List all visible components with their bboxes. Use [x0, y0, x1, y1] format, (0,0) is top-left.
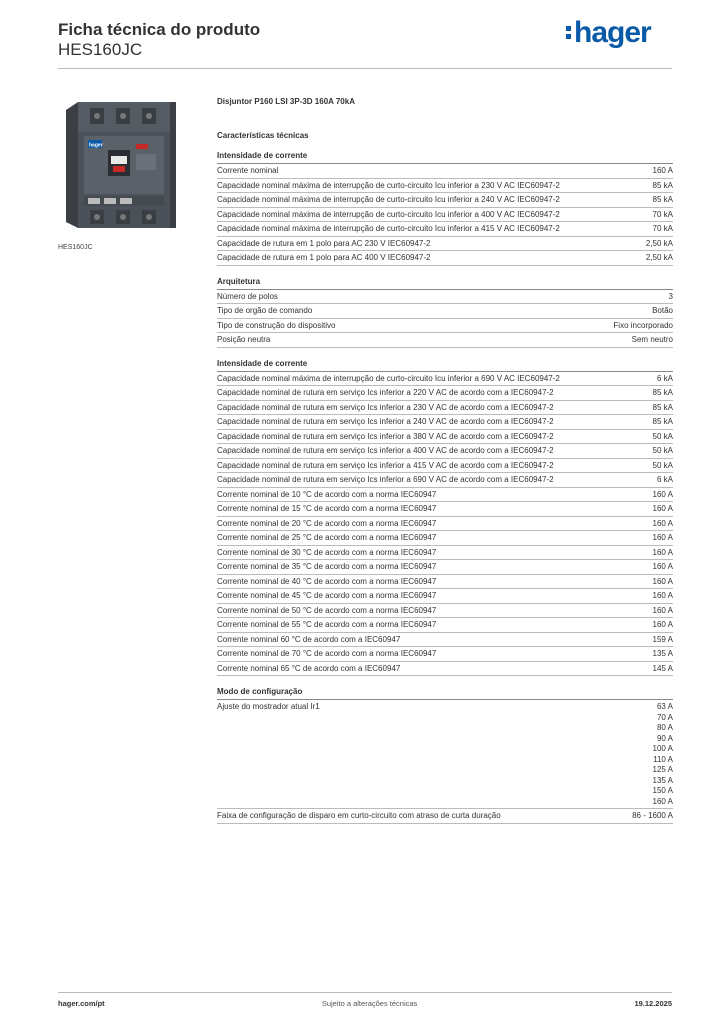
- spec-value: 160 A: [652, 166, 673, 175]
- spec-label: Corrente nominal de 30 °C de acordo com a norma IEC60947: [217, 547, 437, 557]
- spec-value: 110 A: [653, 754, 673, 764]
- spec-value: 135 A: [652, 775, 673, 785]
- section-title: Características técnicas: [217, 131, 309, 140]
- spec-label: Capacidade nominal de rutura em serviço Ics inferior a 415 V AC de acordo com a IEC60947-2: [217, 460, 554, 470]
- spec-value: 85 kA: [652, 195, 673, 204]
- logo-dots-icon: [566, 23, 572, 42]
- spec-row: [217, 618, 673, 633]
- spec-label: Capacidade nominal de rutura em serviço Ics inferior a 380 V AC de acordo com a IEC60947-2: [217, 431, 554, 441]
- spec-value: 50 kA: [652, 446, 673, 455]
- spec-label: Corrente nominal de 35 °C de acordo com a norma IEC60947: [217, 562, 437, 571]
- spec-row: [217, 633, 673, 648]
- photo-brand-label: hager: [89, 142, 103, 149]
- spec-value: 3: [668, 291, 673, 301]
- spec-label: Corrente nominal 60 °C de acordo com a IEC60947: [217, 634, 401, 644]
- spec-value: 150 A: [652, 786, 673, 795]
- spec-value: 135 A: [652, 649, 673, 658]
- spec-content: [217, 96, 673, 834]
- spec-value: 160 A: [652, 591, 673, 600]
- spec-label: Capacidade nominal de rutura em serviço Ics inferior a 690 V AC de acordo com a IEC60947-2: [217, 475, 554, 484]
- spec-value: 85 kA: [652, 417, 673, 426]
- spec-value: Fixo incorporado: [613, 320, 673, 330]
- spec-value: 85 kA: [652, 180, 673, 190]
- spec-label: Capacidade de rutura em 1 polo para AC 230 V IEC60947-2: [217, 238, 431, 248]
- spec-group: [217, 276, 673, 348]
- spec-label: Ajuste do mostrador atual Ir1: [217, 702, 320, 711]
- document-title: Ficha técnica do produto: [58, 20, 261, 39]
- spec-row: [217, 372, 673, 387]
- spec-row: [217, 237, 673, 252]
- product-name: Disjuntor P160 LSI 3P-3D 160A 70kA: [217, 97, 355, 106]
- spec-value: 90 A: [656, 733, 673, 743]
- footer-note: Sujeito a alterações técnicas: [321, 999, 418, 1008]
- spec-value: Botão: [652, 306, 673, 315]
- spec-label: Corrente nominal de 45 °C de acordo com a norma IEC60947: [217, 591, 437, 600]
- spec-label: Faixa de configuração de disparo em curto-circuito com atraso de curta duração: [217, 811, 501, 820]
- spec-row: [217, 662, 673, 677]
- spec-value: 80 A: [656, 723, 673, 732]
- spec-label: Capacidade nominal de rutura em serviço Ics inferior a 240 V AC de acordo com a IEC60947-2: [217, 417, 554, 426]
- spec-value-list: [653, 702, 673, 807]
- spec-row: [217, 809, 673, 824]
- spec-label: Corrente nominal: [217, 166, 279, 175]
- spec-value: 160 A: [652, 504, 673, 513]
- spec-row: [217, 488, 673, 503]
- logo-text: hager: [574, 16, 651, 49]
- spec-label: Capacidade nominal máxima de interrupção de curto-circuito Icu inferior a 400 V AC IEC60947-2: [217, 209, 560, 219]
- spec-label: Capacidade nominal máxima de interrupção de curto-circuito Icu inferior a 230 V AC IEC60947-2: [217, 180, 560, 190]
- spec-row: [217, 589, 673, 604]
- document-header: [58, 20, 260, 60]
- spec-value: 160 A: [652, 620, 673, 629]
- spec-label: Corrente nominal de 15 °C de acordo com a norma IEC60947: [217, 504, 437, 513]
- header-divider: [58, 68, 672, 69]
- spec-row: [217, 386, 673, 401]
- spec-group: [217, 686, 673, 824]
- spec-row: [217, 647, 673, 662]
- group-title: Modo de configuração: [217, 686, 673, 700]
- spec-value: 70 A: [656, 712, 673, 722]
- spec-value: 2,50 kA: [645, 238, 673, 248]
- spec-row: [217, 473, 673, 488]
- spec-row: [217, 401, 673, 416]
- spec-label: Tipo de construção do dispositivo: [217, 320, 336, 330]
- hager-logo: [566, 16, 651, 50]
- spec-label: Corrente nominal de 25 °C de acordo com a norma IEC60947: [217, 533, 437, 542]
- spec-row: [217, 319, 673, 334]
- spec-label: Corrente nominal de 70 °C de acordo com a norma IEC60947: [217, 649, 437, 658]
- spec-row: [217, 304, 673, 319]
- spec-value: 100 A: [652, 744, 673, 753]
- spec-label: Corrente nominal de 50 °C de acordo com a norma IEC60947: [217, 605, 437, 615]
- spec-value: 160 A: [652, 518, 673, 528]
- spec-row: [217, 164, 673, 179]
- spec-label: Corrente nominal de 20 °C de acordo com a norma IEC60947: [217, 518, 437, 528]
- spec-value: 160 A: [652, 576, 673, 586]
- spec-group: [217, 150, 673, 266]
- product-photo: [58, 96, 196, 234]
- spec-row: [217, 502, 673, 517]
- spec-row: [217, 251, 673, 266]
- spec-value: 63 A: [656, 702, 673, 711]
- spec-value: 70 kA: [652, 224, 673, 233]
- spec-value: 85 kA: [652, 388, 673, 397]
- spec-value: 145 A: [652, 663, 673, 673]
- spec-label: Capacidade nominal máxima de interrupção de curto-circuito Icu inferior a 415 V AC IEC60947-2: [217, 224, 560, 233]
- spec-label: Capacidade de rutura em 1 polo para AC 400 V IEC60947-2: [217, 253, 431, 262]
- spec-value: 50 kA: [652, 460, 673, 470]
- footer-website: hager.com/pt: [58, 999, 105, 1008]
- spec-value: 6 kA: [656, 475, 673, 484]
- spec-row: [217, 208, 673, 223]
- spec-row: [217, 333, 673, 348]
- spec-group: [217, 358, 673, 677]
- spec-row: [217, 459, 673, 474]
- spec-row: [217, 179, 673, 194]
- spec-row: [217, 604, 673, 619]
- spec-row: [217, 444, 673, 459]
- page-footer: [58, 992, 672, 1008]
- spec-label: Número de polos: [217, 291, 278, 301]
- spec-row: [217, 193, 673, 208]
- spec-label: Capacidade nominal de rutura em serviço Ics inferior a 220 V AC de acordo com a IEC60947-2: [217, 388, 554, 397]
- photo-caption: HES160JC: [58, 244, 93, 251]
- spec-value: 85 kA: [652, 402, 673, 412]
- spec-row: [217, 517, 673, 532]
- spec-row: [217, 700, 673, 809]
- footer-date: 19.12.2025: [634, 999, 672, 1008]
- spec-label: Capacidade nominal máxima de interrupção de curto-circuito Icu inferior a 690 V AC IEC60947-2: [217, 373, 560, 383]
- spec-row: [217, 290, 673, 305]
- spec-value: 125 A: [652, 765, 673, 774]
- spec-label: Corrente nominal 65 °C de acordo com a IEC60947: [217, 663, 401, 673]
- spec-row: [217, 222, 673, 237]
- spec-row: [217, 546, 673, 561]
- spec-label: Tipo de orgão de comando: [217, 306, 313, 315]
- group-title: Intensidade de corrente: [217, 358, 673, 372]
- spec-row: [217, 415, 673, 430]
- spec-label: Capacidade nominal de rutura em serviço Ics inferior a 230 V AC de acordo com a IEC60947-2: [217, 402, 554, 412]
- spec-label: Corrente nominal de 55 °C de acordo com a norma IEC60947: [217, 620, 437, 629]
- spec-value: 160 A: [652, 562, 673, 571]
- spec-value: 160 A: [652, 547, 673, 557]
- spec-value: 160 A: [652, 489, 673, 499]
- spec-value: 86 - 1600 A: [632, 811, 673, 820]
- spec-groups: [217, 150, 673, 824]
- spec-label: Capacidade nominal de rutura em serviço Ics inferior a 400 V AC de acordo com a IEC60947-2: [217, 446, 554, 455]
- group-title: Intensidade de corrente: [217, 150, 673, 164]
- spec-value: 50 kA: [652, 431, 673, 441]
- spec-value: 160 A: [652, 533, 673, 542]
- product-code: HES160JC: [58, 40, 143, 59]
- spec-row: [217, 575, 673, 590]
- spec-value: 70 kA: [652, 209, 673, 219]
- spec-value: 2,50 kA: [645, 253, 673, 262]
- spec-row: [217, 531, 673, 546]
- spec-label: Capacidade nominal máxima de interrupção de curto-circuito Icu inferior a 240 V AC IEC60947-2: [217, 195, 560, 204]
- group-title: Arquitetura: [217, 276, 673, 290]
- spec-row: [217, 560, 673, 575]
- spec-value: 160 A: [652, 796, 673, 806]
- spec-label: Corrente nominal de 40 °C de acordo com a norma IEC60947: [217, 576, 437, 586]
- spec-value: 159 A: [652, 634, 673, 644]
- spec-value: 160 A: [652, 605, 673, 615]
- spec-label: Posição neutra: [217, 335, 271, 344]
- spec-value: Sem neutro: [631, 335, 673, 344]
- spec-value: 6 kA: [656, 373, 673, 383]
- spec-row: [217, 430, 673, 445]
- spec-label: Corrente nominal de 10 °C de acordo com a norma IEC60947: [217, 489, 437, 499]
